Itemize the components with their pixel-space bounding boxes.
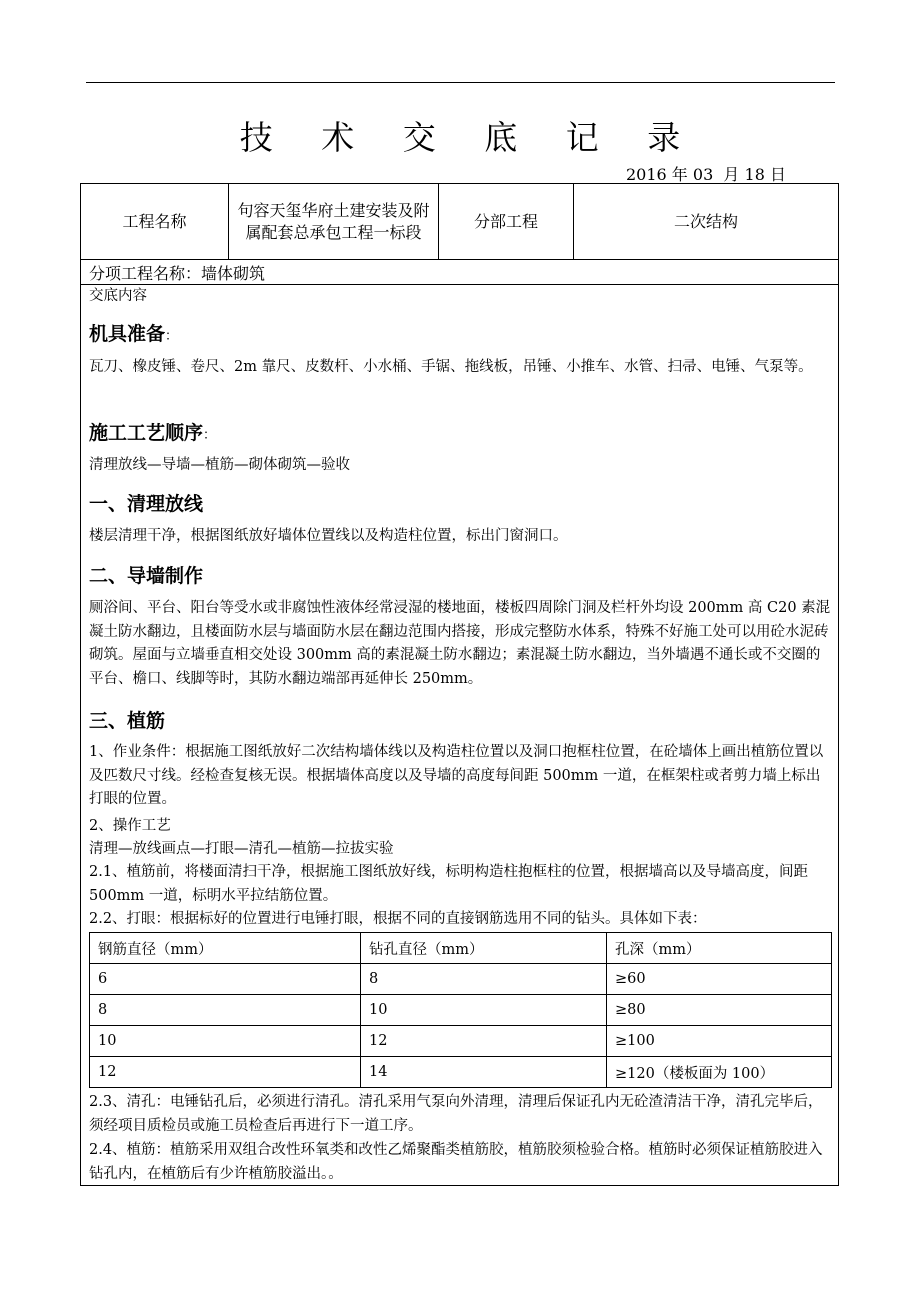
table-cell: 12 [90, 1057, 361, 1088]
header-table [81, 184, 838, 259]
tools-text: 瓦刀、橡皮锤、卷尺、2m 靠尺、皮数杆、小水桶、手锯、拖线板，吊锤、小推车、水管、扫帚、电锤、气泵等。 [89, 359, 813, 375]
section3-paragraph-5: 2.2、打眼：根据标好的位置进行电锤打眼，根据不同的直接钢筋选用不同的钻头。具体如下表： [89, 911, 707, 927]
table-cell: ≥100 [607, 1026, 832, 1057]
section1-heading: 一、清理放线 [89, 493, 204, 515]
section3-heading: 三、植筋 [89, 710, 166, 732]
table-row [90, 1026, 832, 1057]
table-cell: ≥60 [607, 964, 832, 995]
header-divider [81, 259, 838, 260]
table-header-cell: 钢筋直径（mm） [90, 933, 361, 964]
document-title: 技 术 交 底 记 录 [239, 118, 700, 157]
table-cell: 8 [90, 995, 361, 1026]
table-cell: 6 [90, 964, 361, 995]
record-form [80, 183, 839, 1186]
division-value: 二次结构 [673, 211, 738, 231]
table-row [90, 995, 832, 1026]
section3-paragraph-3: 清理—放线画点—打眼—清孔—植筋—拉拔实验 [89, 841, 394, 857]
process-heading: 施工工艺顺序： [89, 422, 217, 444]
table-header-cell: 孔深（mm） [607, 933, 832, 964]
section2-heading: 二、导墙制作 [89, 565, 204, 587]
tools-heading: 机具准备： [89, 323, 179, 345]
table-cell: 10 [361, 995, 607, 1026]
project-name-value: 句容天玺华府土建安装及附属配套总承包工程一标段 [229, 184, 439, 259]
table-row [90, 1057, 832, 1088]
table-cell: ≥80 [607, 995, 832, 1026]
subitem-name: 分项工程名称：墙体砌筑 [89, 264, 266, 283]
section2-text: 厕浴间、平台、阳台等受水或非腐蚀性液体经常浸湿的楼地面，楼板四周除门洞及栏杆外均设 200mm 高 C20 素混凝土防水翻边，且楼面防水层与墙面防水层在翻边范围内搭接，形成完整防水体系，特殊不好施工处可以用砼水泥砖砌筑。屋面与立墙垂直相交处设 300mm 高的素混凝土防水翻边；素混凝土防水翻边，当外墙遇不通长或不交圈的平台、檐口、线脚等时，其防水翻边端部再延伸长 250mm。 [89, 600, 831, 687]
division-label: 分部工程 [439, 184, 574, 259]
section3-paragraph-2: 2、操作工艺 [89, 818, 171, 834]
table-cell: 8 [361, 964, 607, 995]
section1-text: 楼层清理干净，根据图纸放好墙体位置线以及构造柱位置，标出门窗洞口。 [89, 528, 568, 544]
process-text: 清理放线—导墙—植筋—砌体砌筑—验收 [89, 457, 350, 473]
top-rule [86, 82, 835, 83]
table-header-row [90, 933, 832, 964]
document-date: 2016 年 03 月 18 日 [626, 165, 786, 184]
table-cell: 10 [90, 1026, 361, 1057]
table-cell: ≥120（楼板面为 100） [607, 1057, 832, 1088]
section3-paragraph-1: 1、作业条件：根据施工图纸放好二次结构墙体线以及构造柱位置以及洞口抱框柱位置，在砼墙体上画出植筋位置以及匹数尺寸线。经检查复核无误。根据墙体高度以及导墙的高度每间距 500mm 一道，在框架柱或者剪力墙上标出打眼的位置。 [89, 744, 824, 807]
table-cell: 14 [361, 1057, 607, 1088]
section3-paragraph-6: 2.3、清孔：电锤钻孔后，必须进行清孔。清孔采用气泵向外清理，清理后保证孔内无砼渣清洁干净，清孔完毕后，须经项目质检员或施工员检查后再进行下一道工序。 [89, 1094, 823, 1134]
section3-paragraph-7: 2.4、植筋：植筋采用双组合改性环氧类和改性乙烯聚酯类植筋胶，植筋胶须检验合格。植筋时必须保证植筋胶进入钻孔内，在植筋后有少许植筋胶溢出。。 [89, 1142, 823, 1182]
table-header-cell: 钻孔直径（mm） [361, 933, 607, 964]
drill-spec-table [89, 932, 832, 1088]
section3-paragraph-4: 2.1、植筋前，将楼面清扫干净，根据施工图纸放好线，标明构造柱抱框柱的位置，根据墙高以及导墙高度，间距 500mm 一道，标明水平拉结筋位置。 [89, 864, 809, 904]
table-cell: 12 [361, 1026, 607, 1057]
content-label: 交底内容 [89, 288, 147, 304]
project-name-label: 工程名称 [81, 184, 229, 259]
table-row [90, 964, 832, 995]
